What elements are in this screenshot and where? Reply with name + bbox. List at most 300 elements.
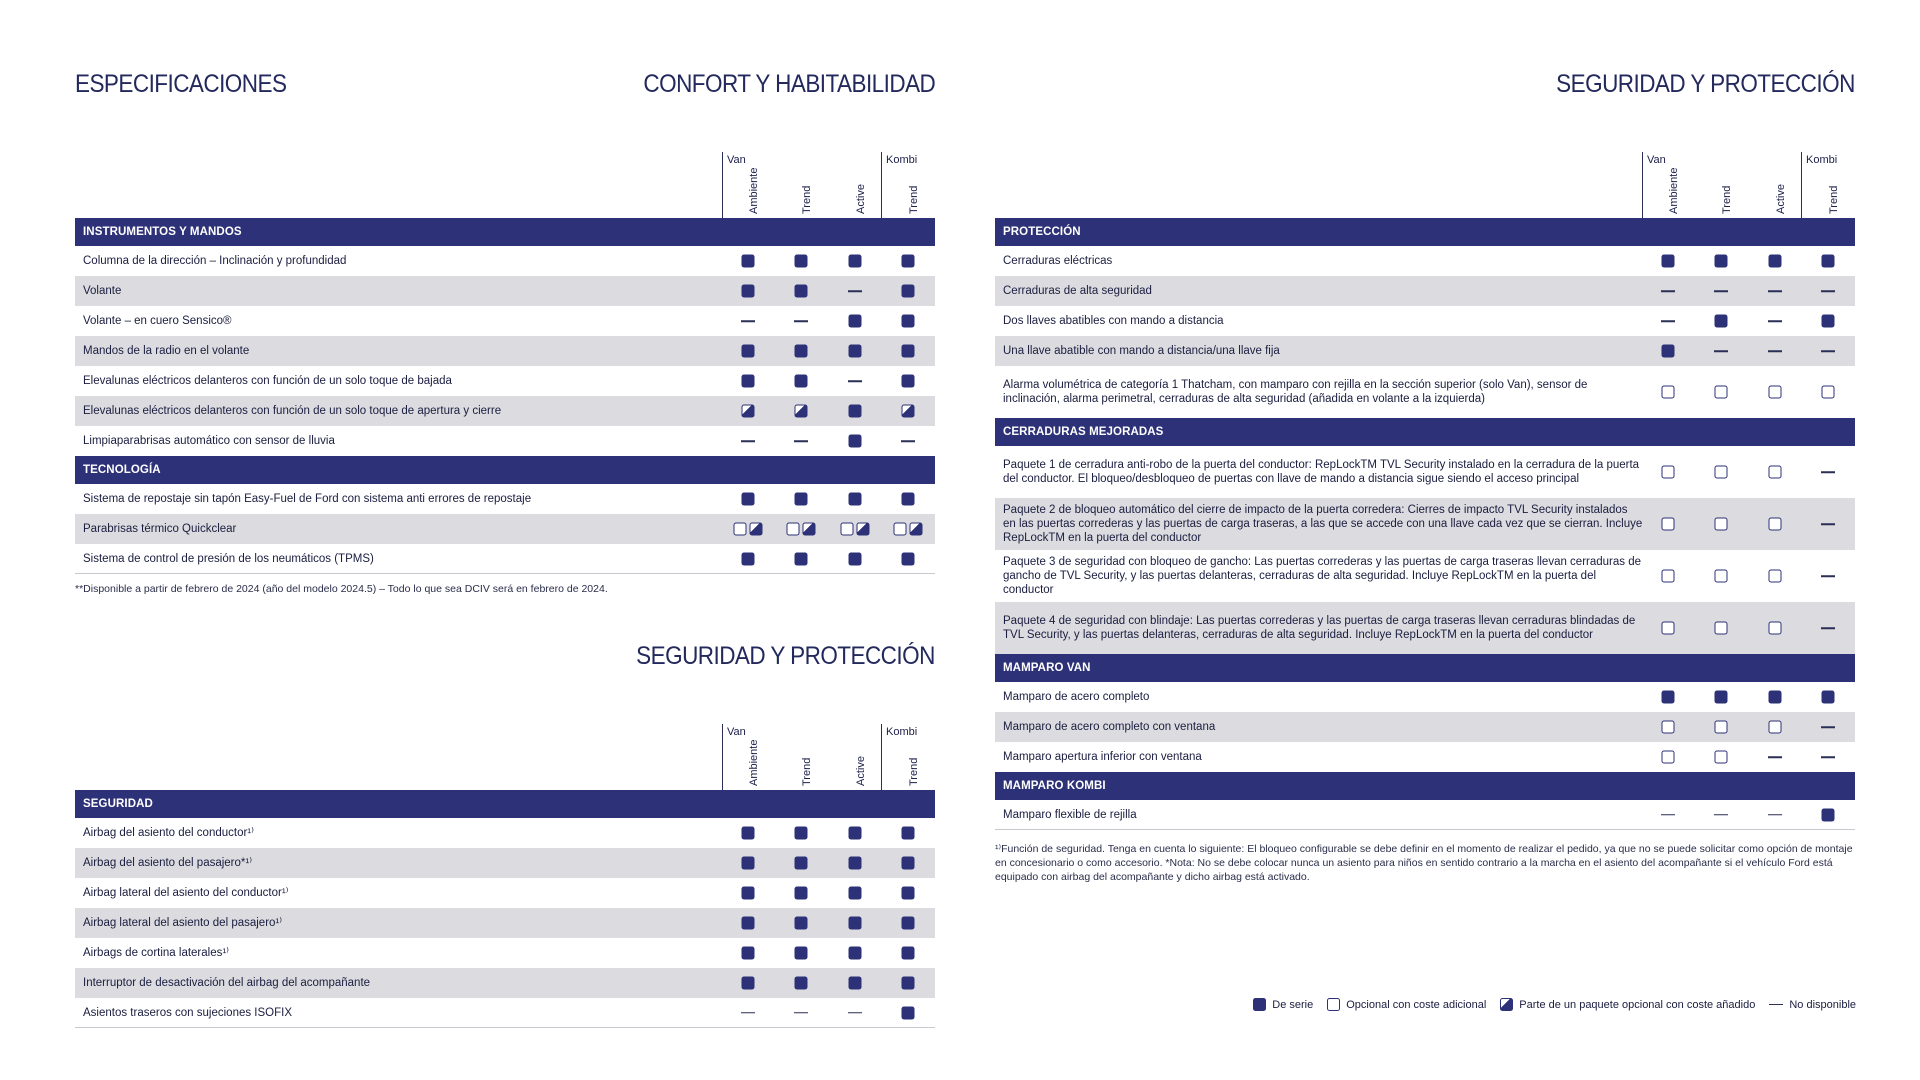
table-row (75, 366, 935, 396)
availability-mark (902, 857, 915, 870)
optional-icon (1715, 570, 1728, 583)
availability-mark (902, 345, 915, 358)
group-kombi-label: Kombi (886, 726, 918, 738)
standard-icon (795, 493, 808, 506)
availability-mark (795, 887, 808, 900)
row-label: Paquete 2 de bloqueo automático del cierre de impacto de la puerta corredera: Cierres de impacto TVL Security instalados en las puertas correderas y las puertas de carga traseras, a las que se accede con una llave cada vez que se cierran. Incluye RepLockTM en la puerta del conductor (1003, 504, 1643, 544)
column-divider (881, 724, 882, 790)
table-row (75, 484, 935, 514)
not-available-icon (1661, 290, 1675, 292)
category-header: CERRADURAS MEJORADAS (995, 418, 1855, 446)
availability-mark (741, 320, 755, 322)
column-label: Ambiente (1668, 167, 1680, 214)
row-label: Mamparo flexible de rejilla (1003, 808, 1137, 821)
standard-icon (1715, 315, 1728, 328)
availability-mark (1662, 721, 1675, 734)
standard-icon (1715, 691, 1728, 704)
column-label: Trend (801, 185, 813, 214)
table-row (75, 544, 935, 574)
standard-icon (742, 857, 755, 870)
seguridad-right-title: SEGURIDAD Y PROTECCIÓN (1556, 70, 1855, 98)
category-header: INSTRUMENTOS Y MANDOS (75, 218, 935, 246)
availability-mark (849, 977, 862, 990)
table-row (995, 446, 1855, 498)
availability-mark (849, 827, 862, 840)
column-label: Trend (1721, 185, 1733, 214)
not-available-icon (741, 440, 755, 442)
standard-icon (1769, 255, 1782, 268)
standard-icon (849, 917, 862, 930)
availability-mark (849, 345, 862, 358)
availability-mark (742, 917, 755, 930)
availability-mark (741, 440, 755, 442)
standard-icon (742, 493, 755, 506)
availability-mark (1822, 808, 1835, 821)
table-row (995, 602, 1855, 654)
availability-mark (1822, 386, 1835, 399)
column-label: Active (855, 184, 867, 214)
availability-mark (1821, 290, 1835, 292)
availability-mark (902, 887, 915, 900)
availability-mark (742, 857, 755, 870)
optional-icon (894, 523, 907, 536)
row-label: Parabrisas térmico Quickclear (83, 523, 237, 535)
standard-icon (1822, 808, 1835, 821)
standard-icon (742, 345, 755, 358)
group-kombi-label: Kombi (886, 154, 918, 166)
availability-mark (1662, 751, 1675, 764)
row-label: Mamparo de acero completo (1003, 691, 1150, 703)
optional-icon (1715, 721, 1728, 734)
standard-icon (849, 435, 862, 448)
standard-icon (795, 887, 808, 900)
category-header: MAMPARO KOMBI (995, 772, 1855, 800)
availability-mark (1662, 691, 1675, 704)
availability-mark (742, 405, 755, 418)
table-row (75, 878, 935, 908)
standard-icon (902, 493, 915, 506)
availability-mark (849, 255, 862, 268)
standard-icon (902, 947, 915, 960)
table-row (995, 712, 1855, 742)
availability-mark (1662, 570, 1675, 583)
row-label: Mandos de la radio en el volante (83, 345, 250, 357)
availability-mark (841, 523, 870, 536)
standard-icon (849, 552, 862, 565)
availability-mark (742, 827, 755, 840)
standard-icon (1769, 691, 1782, 704)
seguridad-footnote: ¹⁾Función de seguridad. Tenga en cuenta lo siguiente: El bloqueo configurable se debe definir en el momento de realizar el pedido, ya que no se puede solicitar como opción de montaje en concesionario o como accesorio. *Nota: No se debe colocar nunca un asiento para niños en sentido contrario a la marcha en el asiento del acompañante si el vehículo Ford está equipado con airbag del acompañante y dicho airbag está activado. (995, 843, 1853, 883)
group-van-label: Van (1647, 154, 1666, 166)
availability-mark (902, 827, 915, 840)
table-row (995, 246, 1855, 276)
row-label: Interruptor de desactivación del airbag del acompañante (83, 977, 371, 989)
row-label: Paquete 3 de seguridad con bloqueo de gancho: Las puertas correderas y las puertas de carga traseras llevan cerraduras de gancho de TVL Security, y las puertas delanteras, cerraduras de alta seguridad. Incluye RepLockTM en la puerta del conductor (1003, 556, 1642, 596)
table-row (995, 550, 1855, 602)
standard-icon (795, 552, 808, 565)
availability-mark (1769, 255, 1782, 268)
standard-icon (1715, 255, 1728, 268)
category-header: SEGURIDAD (75, 790, 935, 818)
availability-mark (1821, 575, 1835, 577)
availability-mark (902, 285, 915, 298)
not-available-icon (794, 1012, 808, 1014)
availability-mark (1715, 255, 1728, 268)
availability-mark (734, 523, 763, 536)
row-label: Sistema de repostaje sin tapón Easy-Fuel de Ford con sistema anti errores de repostaje (83, 493, 532, 505)
standard-icon (902, 552, 915, 565)
availability-mark (1715, 691, 1728, 704)
table-row (75, 336, 935, 366)
optional-icon (1769, 466, 1782, 479)
availability-mark (849, 917, 862, 930)
column-label: Ambiente (748, 739, 760, 786)
standard-icon (742, 375, 755, 388)
column-header (75, 152, 935, 218)
not-available-icon (794, 440, 808, 442)
package-icon (803, 523, 816, 536)
availability-mark (794, 440, 808, 442)
row-label: Columna de la dirección – Inclinación y profundidad (83, 255, 347, 267)
availability-mark (742, 255, 755, 268)
availability-mark (848, 1012, 862, 1014)
standard-icon (795, 255, 808, 268)
seguridad-right-table (995, 152, 1855, 884)
availability-mark (902, 315, 915, 328)
not-available-icon (848, 290, 862, 292)
availability-mark (1661, 290, 1675, 292)
column-divider (1642, 152, 1643, 218)
not-available-icon (901, 440, 915, 442)
standard-icon (902, 977, 915, 990)
availability-mark (742, 493, 755, 506)
availability-mark (902, 552, 915, 565)
optional-icon (1662, 518, 1675, 531)
table-row (75, 276, 935, 306)
availability-mark (902, 255, 915, 268)
availability-mark (1715, 518, 1728, 531)
availability-mark (795, 857, 808, 870)
table-row (995, 336, 1855, 366)
availability-mark (794, 320, 808, 322)
row-label: Airbag lateral del asiento del conductor¹⁾ (83, 887, 289, 899)
availability-mark (795, 552, 808, 565)
column-divider (881, 152, 882, 218)
availability-mark (795, 255, 808, 268)
availability-mark (1715, 751, 1728, 764)
availability-mark (742, 977, 755, 990)
legend-standard: De serie (1253, 998, 1313, 1011)
standard-icon (902, 345, 915, 358)
standard-icon (742, 255, 755, 268)
column-label: Trend (908, 185, 920, 214)
availability-mark (1769, 466, 1782, 479)
not-available-icon (1661, 814, 1675, 816)
availability-mark (849, 435, 862, 448)
availability-mark (1768, 320, 1782, 322)
table-row (75, 396, 935, 426)
page-title: ESPECIFICACIONES (75, 70, 287, 98)
row-label: Paquete 1 de cerradura anti-robo de la puerta del conductor: RepLockTM TVL Security instalado en la cerradura de la puerta del conductor. El bloqueo/desbloqueo de puertas con llave de mando a distancia sigue siendo el acceso principal (1003, 459, 1640, 485)
availability-mark (1662, 622, 1675, 635)
standard-icon (1822, 255, 1835, 268)
table-row (75, 818, 935, 848)
standard-icon (795, 947, 808, 960)
table-row (75, 848, 935, 878)
standard-icon (849, 345, 862, 358)
availability-mark (1661, 320, 1675, 322)
optional-icon (1769, 386, 1782, 399)
standard-icon (795, 827, 808, 840)
column-label: Trend (908, 757, 920, 786)
availability-mark (742, 887, 755, 900)
category-header: MAMPARO VAN (995, 654, 1855, 682)
availability-mark (849, 552, 862, 565)
availability-mark (1769, 622, 1782, 635)
availability-mark (849, 493, 862, 506)
standard-icon (1662, 691, 1675, 704)
standard-icon (742, 947, 755, 960)
standard-icon (1662, 255, 1675, 268)
package-icon (910, 523, 923, 536)
availability-mark (1714, 814, 1728, 816)
not-available-icon (1714, 350, 1728, 352)
availability-mark (849, 947, 862, 960)
table-row (995, 366, 1855, 418)
standard-icon (742, 285, 755, 298)
availability-mark (1822, 691, 1835, 704)
table-row (75, 968, 935, 998)
standard-icon (849, 857, 862, 870)
row-label: Paquete 4 de seguridad con blindaje: Las puertas correderas y las puertas de carga traseras llevan cerraduras blindadas de TVL Security, y las puertas delanteras, cerraduras de alta seguridad. Incluye RepLockTM en la puerta del conductor (1003, 615, 1636, 641)
standard-icon (795, 917, 808, 930)
availability-mark (849, 315, 862, 328)
availability-mark (1821, 756, 1835, 758)
optional-icon (1769, 518, 1782, 531)
availability-mark (795, 947, 808, 960)
standard-icon (742, 552, 755, 565)
availability-mark (1821, 471, 1835, 473)
availability-mark (902, 493, 915, 506)
optional-icon (1715, 386, 1728, 399)
standard-icon (1822, 315, 1835, 328)
standard-icon (902, 887, 915, 900)
not-available-icon (1768, 290, 1782, 292)
optional-icon (1822, 386, 1835, 399)
confort-table (75, 152, 935, 596)
standard-icon (849, 947, 862, 960)
optional-icon (1662, 570, 1675, 583)
row-label: Elevalunas eléctricos delanteros con función de un solo toque de bajada (83, 375, 452, 387)
row-label: Airbags de cortina laterales¹⁾ (83, 947, 230, 959)
column-header (75, 724, 935, 790)
availability-mark (1662, 518, 1675, 531)
availability-mark (742, 375, 755, 388)
legend-optional: Opcional con coste adicional (1327, 998, 1486, 1011)
standard-icon (795, 345, 808, 358)
availability-mark (902, 375, 915, 388)
seguridad-left-table (75, 724, 935, 1028)
seguridad-left-title: SEGURIDAD Y PROTECCIÓN (636, 642, 935, 670)
availability-mark (902, 917, 915, 930)
availability-mark (795, 917, 808, 930)
not-available-icon (741, 320, 755, 322)
standard-icon (849, 315, 862, 328)
availability-mark (1769, 691, 1782, 704)
availability-mark (848, 380, 862, 382)
optional-icon (1769, 622, 1782, 635)
table-row (75, 426, 935, 456)
column-label: Trend (801, 757, 813, 786)
empty-square-icon (1327, 998, 1340, 1011)
optional-icon (1662, 622, 1675, 635)
availability-mark (742, 285, 755, 298)
not-available-icon (1768, 320, 1782, 322)
availability-mark (742, 345, 755, 358)
optional-icon (1662, 466, 1675, 479)
package-icon (902, 405, 915, 418)
availability-mark (901, 440, 915, 442)
availability-mark (894, 523, 923, 536)
row-label: Volante – en cuero Sensico® (83, 315, 232, 327)
category-header: TECNOLOGÍA (75, 456, 935, 484)
table-row (75, 998, 935, 1028)
table-row (995, 742, 1855, 772)
not-available-icon (741, 1012, 755, 1014)
table-row (995, 800, 1855, 830)
column-label: Trend (1828, 185, 1840, 214)
legend-na: No disponible (1769, 999, 1856, 1011)
availability-mark (741, 1012, 755, 1014)
row-label: Elevalunas eléctricos delanteros con función de un solo toque de apertura y cierre (83, 405, 502, 417)
group-van-label: Van (727, 726, 746, 738)
availability-mark (1661, 814, 1675, 816)
row-label: Cerraduras de alta seguridad (1003, 285, 1152, 297)
availability-mark (1715, 386, 1728, 399)
availability-mark (1715, 466, 1728, 479)
not-available-icon (794, 320, 808, 322)
availability-mark (1662, 345, 1675, 358)
availability-mark (1768, 814, 1782, 816)
row-label: Mamparo apertura inferior con ventana (1003, 751, 1202, 763)
group-kombi-label: Kombi (1806, 154, 1838, 166)
availability-mark (1715, 570, 1728, 583)
availability-mark (902, 977, 915, 990)
not-available-icon (1821, 350, 1835, 352)
standard-icon (1822, 691, 1835, 704)
standard-icon (902, 917, 915, 930)
standard-icon (742, 827, 755, 840)
optional-icon (841, 523, 854, 536)
not-available-icon (1821, 290, 1835, 292)
availability-mark (849, 405, 862, 418)
package-icon (742, 405, 755, 418)
table-row (995, 682, 1855, 712)
half-filled-square-icon (1500, 998, 1513, 1011)
standard-icon (849, 887, 862, 900)
availability-mark (787, 523, 816, 536)
column-label: Ambiente (748, 167, 760, 214)
availability-mark (1662, 466, 1675, 479)
not-available-icon (1821, 726, 1835, 728)
dash-icon (1769, 1004, 1783, 1006)
column-divider (722, 152, 723, 218)
availability-mark (795, 285, 808, 298)
standard-icon (902, 827, 915, 840)
table-row (75, 306, 935, 336)
availability-mark (902, 947, 915, 960)
optional-icon (734, 523, 747, 536)
availability-mark (1822, 315, 1835, 328)
package-icon (795, 405, 808, 418)
row-label: Sistema de control de presión de los neumáticos (TPMS) (83, 552, 374, 565)
availability-mark (794, 1012, 808, 1014)
not-available-icon (1821, 756, 1835, 758)
column-divider (1801, 152, 1802, 218)
confort-title: CONFORT Y HABITABILIDAD (643, 70, 935, 98)
row-label: Asientos traseros con sujeciones ISOFIX (83, 1006, 293, 1019)
confort-footnote: **Disponible a partir de febrero de 2024 (año del modelo 2024.5) – Todo lo que sea DCIV será en febrero de 2024. (75, 583, 608, 595)
standard-icon (795, 857, 808, 870)
availability-mark (849, 857, 862, 870)
table-row (75, 246, 935, 276)
legend (1253, 998, 1856, 1011)
table-row (995, 276, 1855, 306)
column-header (995, 152, 1855, 218)
not-available-icon (848, 380, 862, 382)
availability-mark (742, 552, 755, 565)
standard-icon (849, 977, 862, 990)
standard-icon (902, 1006, 915, 1019)
row-label: Airbag del asiento del pasajero*¹⁾ (83, 857, 253, 869)
availability-mark (1821, 627, 1835, 629)
optional-icon (1662, 751, 1675, 764)
not-available-icon (1821, 523, 1835, 525)
column-label: Active (1775, 184, 1787, 214)
availability-mark (1768, 756, 1782, 758)
filled-square-icon (1253, 998, 1266, 1011)
availability-mark (1822, 255, 1835, 268)
table-row (75, 514, 935, 544)
package-icon (857, 523, 870, 536)
row-label: Alarma volumétrica de categoría 1 Thatcham, con mamparo con rejilla en la sección superior (solo Van), sensor de inclinación, alarma perimetral, cerraduras de alta seguridad (añadida en volante a la izquierda) (1003, 379, 1588, 405)
not-available-icon (1821, 575, 1835, 577)
column-divider (722, 724, 723, 790)
optional-icon (1715, 518, 1728, 531)
not-available-icon (1661, 320, 1675, 322)
availability-mark (795, 345, 808, 358)
standard-icon (849, 827, 862, 840)
optional-icon (1715, 622, 1728, 635)
availability-mark (1662, 386, 1675, 399)
table-row (995, 498, 1855, 550)
availability-mark (849, 887, 862, 900)
column-label: Active (855, 756, 867, 786)
availability-mark (1821, 726, 1835, 728)
optional-icon (1715, 466, 1728, 479)
standard-icon (849, 255, 862, 268)
standard-icon (902, 255, 915, 268)
availability-mark (902, 1006, 915, 1019)
availability-mark (1769, 570, 1782, 583)
standard-icon (742, 887, 755, 900)
availability-mark (795, 977, 808, 990)
standard-icon (742, 977, 755, 990)
standard-icon (795, 977, 808, 990)
availability-mark (795, 827, 808, 840)
availability-mark (1769, 721, 1782, 734)
availability-mark (1768, 290, 1782, 292)
